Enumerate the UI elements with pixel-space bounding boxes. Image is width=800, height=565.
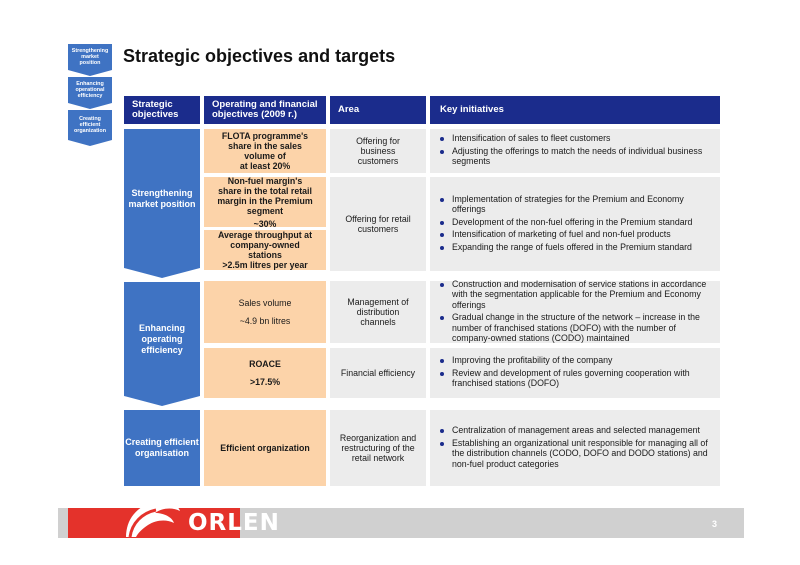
initiative-item: Construction and modernisation of service stations in accordance with the segmentation applicable for the Premium and Economy offerings xyxy=(438,279,714,311)
initiatives-list xyxy=(438,194,714,255)
page-number: 3 xyxy=(712,519,718,529)
financial-flota-share: FLOTA programme's share in the sales volume of at least 20% xyxy=(204,129,326,173)
initiative-item: Centralization of management areas and selected management xyxy=(438,425,714,436)
initiatives-organization xyxy=(430,410,720,486)
area-business-customers: Offering for business customers xyxy=(330,129,426,173)
initiative-item: Intensification of sales to fleet customers xyxy=(438,133,714,144)
header-area: Area xyxy=(330,96,426,124)
initiatives-list xyxy=(438,279,714,346)
initiative-item: Intensification of marketing of fuel and non-fuel products xyxy=(438,229,714,240)
initiative-item: Review and development of rules governing cooperation with franchised stations (DOFO) xyxy=(438,368,714,389)
initiative-item: Improving the profitability of the company xyxy=(438,355,714,366)
objective-market-position: Strengthening market position xyxy=(124,129,200,268)
initiatives-financial xyxy=(430,348,720,398)
financial-average-throughput: Average throughput at company-owned stations >2.5m litres per year xyxy=(204,230,326,270)
initiative-item: Expanding the range of fuels offered in the Premium standard xyxy=(438,242,714,253)
initiative-item: Gradual change in the structure of the network – increase in the number of franchised stations (DOFO) with the number of company-owned stations (CODO) maintained xyxy=(438,312,714,344)
nav-item-operational-efficiency[interactable]: Enhancing operational efficiency xyxy=(68,77,112,103)
nav-item-market-position[interactable]: Strengthening market position xyxy=(68,44,112,70)
area-reorganization: Reorganization and restructuring of the retail network xyxy=(330,410,426,486)
initiatives-list xyxy=(438,425,714,471)
financial-roace: ROACE >17.5% xyxy=(204,348,326,398)
initiative-item: Establishing an organizational unit responsible for managing all of the distribution channels (CODO, DOFO and DODO stations) and non-fuel product categories xyxy=(438,438,714,470)
header-financial-objectives: Operating and financial objectives (2009 r.) xyxy=(204,96,326,124)
initiatives-distribution xyxy=(430,278,720,343)
area-distribution-channels: Management of distribution channels xyxy=(330,281,426,343)
initiatives-retail xyxy=(430,177,720,271)
financial-sales-volume: Sales volume ~4.9 bn litres xyxy=(204,281,326,343)
financial-non-fuel-margin: Non-fuel margin's share in the total retail margin in the Premium segment ~30% xyxy=(204,177,326,227)
area-retail-customers: Offering for retail customers xyxy=(330,177,426,271)
initiatives-business xyxy=(430,129,720,173)
header-strategic-objectives: Strategic objectives xyxy=(124,96,200,124)
section-nav xyxy=(68,44,112,147)
initiative-item: Adjusting the offerings to match the needs of individual business segments xyxy=(438,146,714,167)
initiative-item: Implementation of strategies for the Premium and Economy offerings xyxy=(438,194,714,215)
header-key-initiatives: Key initiatives xyxy=(430,96,720,124)
page-title: Strategic objectives and targets xyxy=(123,46,396,66)
area-financial-efficiency: Financial efficiency xyxy=(330,348,426,398)
initiatives-list xyxy=(438,133,714,169)
objective-operating-efficiency: Enhancing operating efficiency xyxy=(124,282,200,396)
objective-chevron xyxy=(124,396,200,406)
objective-chevron xyxy=(124,268,200,278)
objective-efficient-organisation: Creating efficient organisation xyxy=(124,410,200,486)
financial-efficient-organization: Efficient organization xyxy=(204,410,326,486)
nav-item-efficient-organization[interactable]: Creating efficient organization xyxy=(68,110,112,140)
orlen-logo: ORLEN xyxy=(188,510,280,536)
initiative-item: Development of the non-fuel offering in the Premium standard xyxy=(438,217,714,228)
initiatives-list xyxy=(438,355,714,391)
orlen-eagle-icon xyxy=(120,493,184,538)
